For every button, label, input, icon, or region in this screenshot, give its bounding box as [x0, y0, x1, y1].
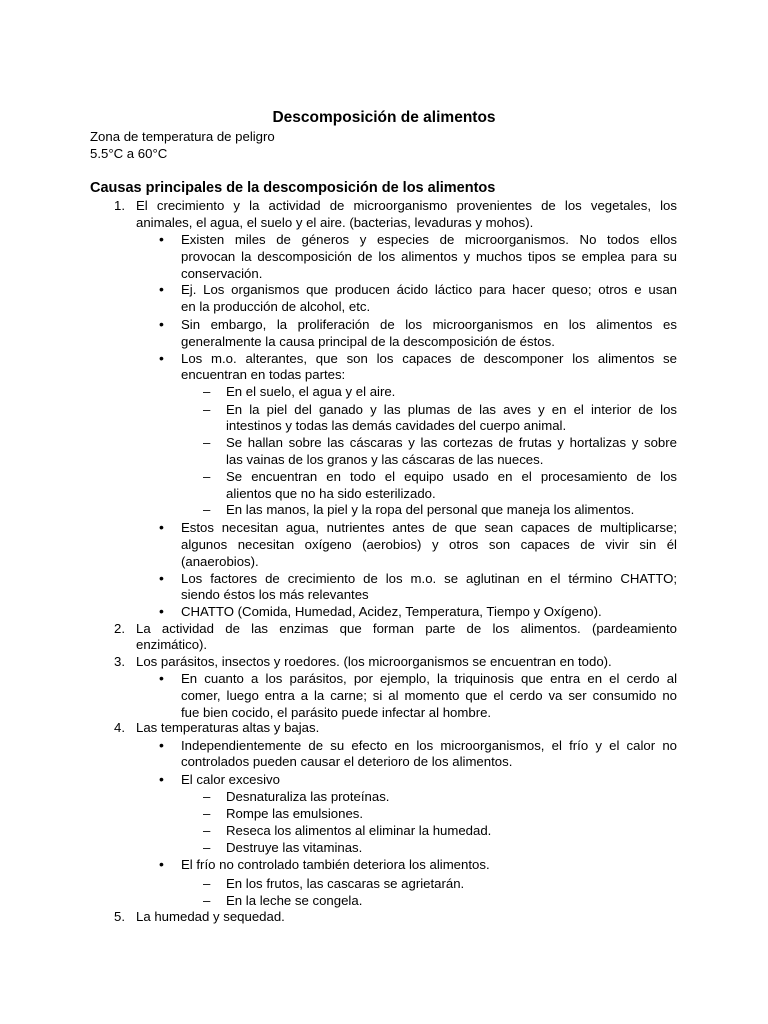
dash-marker: – [203, 435, 211, 450]
intro-line-1: Zona de temperatura de peligro [90, 129, 275, 144]
item-3-line-1: Los parásitos, insectos y roedores. (los microorganismos se encuentran en todo). [136, 654, 612, 669]
bullet-icon: • [159, 737, 164, 753]
bullet-5-line-2: algunos necesitan oxígeno (aerobios) y otros son capaces de vivir sin él [181, 537, 677, 552]
bullet-icon: • [159, 771, 164, 787]
item-2-line-2: enzimático). [136, 637, 208, 652]
bullet-9-line-1: Independientemente de su efecto en los microorganismos, el frío y el calor no [181, 738, 677, 753]
bullet-icon: • [159, 670, 164, 686]
dash-4-line-1: Se encuentran en todo el equipo usado en el procesamiento de los [226, 469, 677, 484]
dash-marker: – [203, 893, 211, 908]
bullet-10-line-1: El calor excesivo [181, 772, 280, 787]
bullet-3-line-1: Sin embargo, la proliferación de los microorganismos en los alimentos es [181, 317, 677, 332]
item-1-line-2: animales, el agua, el suelo y el aire. (bacterias, levaduras y mohos). [136, 215, 534, 230]
dash-marker: – [203, 469, 211, 484]
section-heading: Causas principales de la descomposición de los alimentos [90, 180, 496, 196]
bullet-11-line-1: El frío no controlado también deteriora los alimentos. [181, 857, 490, 872]
bullet-8-line-2: comer, luego entra a la carne; si al momento que el cerdo va ser consumido no [181, 688, 677, 703]
dash-8-line-1: Reseca los alimentos al eliminar la humedad. [226, 823, 492, 838]
dash-marker: – [203, 789, 211, 804]
bullet-5-line-3: (anaerobios). [181, 554, 259, 569]
bullet-8-line-1: En cuanto a los parásitos, por ejemplo, la triquinosis que entra en el cerdo al [181, 671, 677, 686]
bullet-icon: • [159, 350, 164, 366]
list-number-2: 2. [114, 621, 125, 636]
dash-marker: – [203, 823, 211, 838]
list-number-5: 5. [114, 909, 125, 924]
bullet-2-line-2: en la producción de alcohol, etc. [181, 299, 371, 314]
dash-11-line-1: En la leche se congela. [226, 893, 363, 908]
bullet-9-line-2: controlados pueden causar el deterioro de los alimentos. [181, 754, 513, 769]
dash-5-line-1: En las manos, la piel y la ropa del personal que maneja los alimentos. [226, 502, 635, 517]
bullet-6-line-1: Los factores de crecimiento de los m.o. se aglutinan en el término CHATTO; [181, 571, 677, 586]
dash-marker: – [203, 384, 211, 399]
bullet-1-line-2: provocan la descomposición de los alimentos y muchos tipos se emplea para su [181, 249, 677, 264]
dash-marker: – [203, 876, 211, 891]
dash-1-line-1: En el suelo, el agua y el aire. [226, 384, 396, 399]
bullet-1-line-3: conservación. [181, 266, 263, 281]
dash-2-line-2: intestinos y todas las demás cavidades del cuerpo animal. [226, 418, 567, 433]
dash-marker: – [203, 840, 211, 855]
bullet-6-line-2: siendo éstos los más relevantes [181, 587, 369, 602]
bullet-icon: • [159, 856, 164, 872]
dash-marker: – [203, 806, 211, 821]
dash-2-line-1: En la piel del ganado y las plumas de las aves y en el interior de los [226, 402, 677, 417]
item-1-line-1: El crecimiento y la actividad de microorganismo provenientes de los vegetales, los [136, 198, 677, 213]
bullet-5-line-1: Estos necesitan agua, nutrientes antes de que sean capaces de multiplicarse; [181, 520, 677, 535]
bullet-4-line-1: Los m.o. alterantes, que son los capaces de descomponer los alimentos se [181, 351, 677, 366]
dash-10-line-1: En los frutos, las cascaras se agrietarán. [226, 876, 465, 891]
bullet-icon: • [159, 281, 164, 297]
item-5-line-1: La humedad y sequedad. [136, 909, 285, 924]
bullet-icon: • [159, 519, 164, 535]
item-2-line-1: La actividad de las enzimas que forman parte de los alimentos. (pardeamiento [136, 621, 677, 636]
dash-6-line-1: Desnaturaliza las proteínas. [226, 789, 390, 804]
bullet-1-line-1: Existen miles de géneros y especies de microorganismos. No todos ellos [181, 232, 677, 247]
bullet-2-line-1: Ej. Los organismos que producen ácido láctico para hacer queso; otros e usan [181, 282, 677, 297]
intro-line-2: 5.5°C a 60°C [90, 146, 168, 161]
document-title: Descomposición de alimentos [272, 109, 496, 126]
dash-marker: – [203, 402, 211, 417]
bullet-icon: • [159, 231, 164, 247]
dash-4-line-2: alientos que no ha sido esterilizado. [226, 486, 436, 501]
bullet-8-line-3: fue bien cocido, el parásito puede infectar al hombre. [181, 705, 492, 720]
bullet-4-line-2: encuentran en todas partes: [181, 367, 346, 382]
dash-3-line-2: las vainas de los granos y las cáscaras de las nueces. [226, 452, 544, 467]
list-number-4: 4. [114, 720, 125, 735]
dash-7-line-1: Rompe las emulsiones. [226, 806, 364, 821]
list-number-1: 1. [114, 198, 125, 213]
bullet-7-line-1: CHATTO (Comida, Humedad, Acidez, Temperatura, Tiempo y Oxígeno). [181, 604, 602, 619]
dash-9-line-1: Destruye las vitaminas. [226, 840, 363, 855]
list-number-3: 3. [114, 654, 125, 669]
bullet-icon: • [159, 316, 164, 332]
bullet-icon: • [159, 570, 164, 586]
bullet-3-line-2: generalmente la causa principal de la descomposición de éstos. [181, 334, 555, 349]
dash-3-line-1: Se hallan sobre las cáscaras y las cortezas de frutas y hortalizas y sobre [226, 435, 677, 450]
item-4-line-1: Las temperaturas altas y bajas. [136, 720, 320, 735]
dash-marker: – [203, 502, 211, 517]
bullet-icon: • [159, 603, 164, 619]
